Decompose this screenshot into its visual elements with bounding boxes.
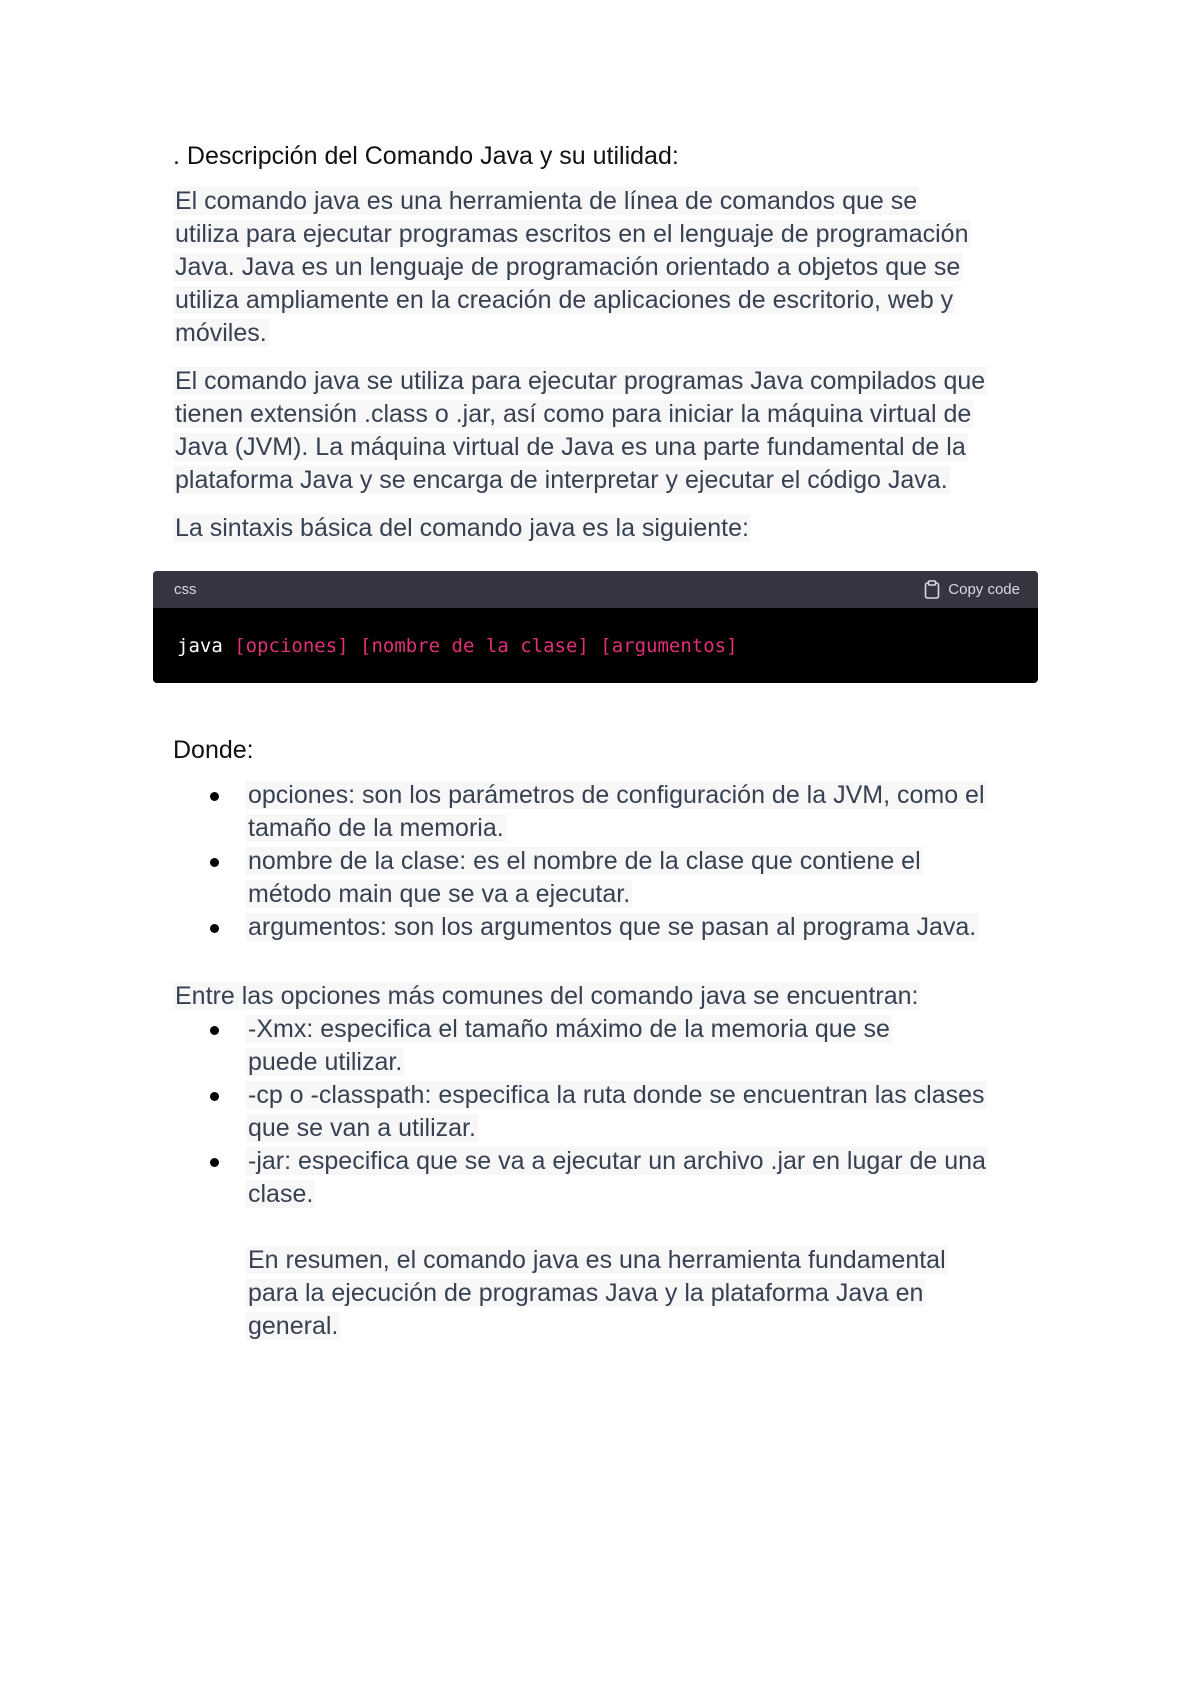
code-content	[153, 608, 1038, 657]
list-item: opciones: son los parámetros de configuración de la JVM, como el tamaño de la memoria.	[173, 779, 986, 845]
copy-code-label: Copy code	[948, 581, 1020, 598]
paragraph-jvm: El comando java se utiliza para ejecutar programas Java compilados que tienen extensión .class o .jar, así como para iniciar la máquina virtual de Java (JVM). La máquina virtual de Java es una parte fundamental de la plataforma Java y se encarga de interpretar y ejecutar el código Java.	[175, 367, 986, 494]
section-heading: . Descripción del Comando Java y su utilidad:	[173, 142, 679, 170]
code-block	[153, 571, 1038, 683]
list-item: -Xmx: especifica el tamaño máximo de la memoria que se puede utilizar.	[173, 1013, 966, 1079]
code-command: java	[177, 635, 223, 657]
donde-list	[173, 779, 1043, 944]
copy-code-button[interactable]	[924, 580, 1020, 599]
paragraph-intro: El comando java es una herramienta de línea de comandos que se utiliza para ejecutar programas escritos en el lenguaje de programación Java. Java es un lenguaje de programación orientado a objetos que se utiliza ampliamente en la creación de aplicaciones de escritorio, web y móviles.	[175, 187, 969, 347]
opciones-list	[173, 1013, 1043, 1211]
donde-title: Donde:	[173, 736, 254, 764]
list-item: -jar: especifica que se va a ejecutar un archivo .jar en lugar de una clase.	[173, 1145, 1006, 1211]
clipboard-icon	[924, 580, 940, 599]
code-header	[153, 571, 1038, 608]
document-body	[173, 140, 1043, 545]
list-item: -cp o -classpath: especifica la ruta donde se encuentran las clases que se van a utilizar.	[173, 1079, 1006, 1145]
donde-section	[173, 734, 1043, 944]
list-item: argumentos: son los argumentos que se pasan al programa Java.	[173, 911, 1006, 944]
paragraph-syntax: La sintaxis básica del comando java es la siguiente:	[175, 514, 749, 542]
code-arguments: [opciones] [nombre de la clase] [argumentos]	[234, 635, 738, 657]
opciones-intro: Entre las opciones más comunes del comando java se encuentran:	[175, 982, 919, 1010]
list-item: nombre de la clase: es el nombre de la clase que contiene el método main que se va a ejecutar.	[173, 845, 986, 911]
opciones-section	[173, 980, 1043, 1368]
code-language-label: css	[174, 581, 197, 598]
summary-paragraph: En resumen, el comando java es una herramienta fundamental para la ejecución de programas Java y la plataforma Java en general.	[248, 1246, 946, 1340]
